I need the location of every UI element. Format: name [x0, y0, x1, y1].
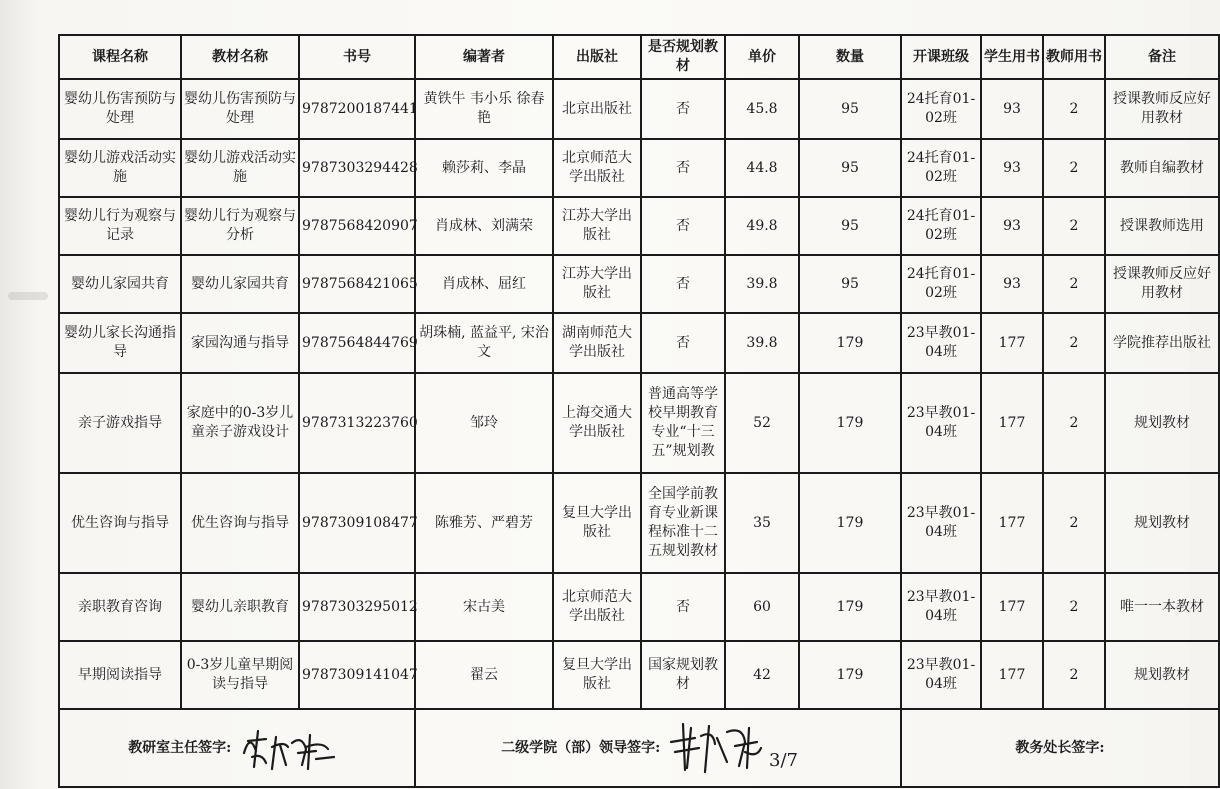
course-cell: 早期阅读指导: [59, 641, 181, 709]
teacher-copies-cell: 2: [1043, 139, 1105, 197]
publisher-cell: 复旦大学出版社: [553, 473, 641, 573]
student-copies-cell: 177: [981, 373, 1043, 473]
authors-cell: 陈雅芳、严碧芳: [415, 473, 553, 573]
planned-cell: 否: [641, 255, 725, 313]
class-cell: 24托育01-02班: [901, 197, 981, 255]
planned-cell: 否: [641, 139, 725, 197]
planned-cell: 全国学前教育专业新课程标准十二五规划教材: [641, 473, 725, 573]
planned-cell: 否: [641, 573, 725, 641]
teacher-copies-cell: 2: [1043, 255, 1105, 313]
textbook-cell: 家园沟通与指导: [181, 313, 299, 373]
teacher-copies-cell: 2: [1043, 313, 1105, 373]
publisher-cell: 湖南师范大学出版社: [553, 313, 641, 373]
course-cell: 婴幼儿游戏活动实施: [59, 139, 181, 197]
isbn-cell: 9787309141047: [299, 641, 415, 709]
textbook-cell: 婴幼儿亲职教育: [181, 573, 299, 641]
authors-cell: 肖成林、刘满荣: [415, 197, 553, 255]
publisher-cell: 江苏大学出版社: [553, 255, 641, 313]
college-signature-cell: [415, 709, 901, 787]
header-student-copies: 学生用书: [981, 35, 1043, 79]
header-row: [59, 35, 1219, 79]
header-price: 单价: [725, 35, 799, 79]
price-cell: 49.8: [725, 197, 799, 255]
textbook-cell: 婴幼儿家园共育: [181, 255, 299, 313]
price-cell: 44.8: [725, 139, 799, 197]
course-cell: 婴幼儿伤害预防与处理: [59, 79, 181, 139]
publisher-cell: 上海交通大学出版社: [553, 373, 641, 473]
college-handwritten-signature: [665, 718, 815, 778]
header-planned: 是否规划教材: [641, 35, 725, 79]
table-row: [59, 573, 1219, 641]
college-signature-date: 3/7: [768, 750, 798, 771]
planned-cell: 否: [641, 313, 725, 373]
remark-cell: 教师自编教材: [1105, 139, 1219, 197]
teacher-copies-cell: 2: [1043, 79, 1105, 139]
class-cell: 24托育01-02班: [901, 79, 981, 139]
course-cell: 婴幼儿家园共育: [59, 255, 181, 313]
header-teacher-copies: 教师用书: [1043, 35, 1105, 79]
isbn-cell: 9787303295012: [299, 573, 415, 641]
authors-cell: 肖成林、屈红: [415, 255, 553, 313]
textbook-cell: 优生咨询与指导: [181, 473, 299, 573]
textbook-cell: 婴幼儿伤害预防与处理: [181, 79, 299, 139]
student-copies-cell: 177: [981, 641, 1043, 709]
isbn-cell: 9787200187441: [299, 79, 415, 139]
isbn-cell: 9787309108477: [299, 473, 415, 573]
course-cell: 亲职教育咨询: [59, 573, 181, 641]
publisher-cell: 北京师范大学出版社: [553, 139, 641, 197]
quantity-cell: 95: [799, 79, 901, 139]
header-quantity: 数量: [799, 35, 901, 79]
table-row: [59, 641, 1219, 709]
quantity-cell: 179: [799, 313, 901, 373]
price-cell: 35: [725, 473, 799, 573]
student-copies-cell: 177: [981, 313, 1043, 373]
course-cell: 优生咨询与指导: [59, 473, 181, 573]
isbn-cell: 9787568420907: [299, 197, 415, 255]
table-row: [59, 373, 1219, 473]
planned-cell: 否: [641, 79, 725, 139]
authors-cell: 翟云: [415, 641, 553, 709]
director-signature-cell: [59, 709, 415, 787]
teacher-copies-cell: 2: [1043, 641, 1105, 709]
textbook-cell: 家庭中的0-3岁儿童亲子游戏设计: [181, 373, 299, 473]
publisher-cell: 北京出版社: [553, 79, 641, 139]
authors-cell: 宋古美: [415, 573, 553, 641]
authors-cell: 黄铁牛 韦小乐 徐春艳: [415, 79, 553, 139]
remark-cell: 规划教材: [1105, 641, 1219, 709]
isbn-cell: 9787313223760: [299, 373, 415, 473]
quantity-cell: 95: [799, 139, 901, 197]
scan-smudge: [8, 292, 48, 300]
student-copies-cell: 93: [981, 79, 1043, 139]
dean-signature-label: 教务处长签字:: [1015, 739, 1105, 756]
class-cell: 23早教01-04班: [901, 573, 981, 641]
textbook-table: [58, 34, 1220, 788]
class-cell: 24托育01-02班: [901, 139, 981, 197]
college-signature-label: 二级学院（部）领导签字:: [501, 740, 661, 756]
remark-cell: 授课教师选用: [1105, 197, 1219, 255]
quantity-cell: 179: [799, 373, 901, 473]
director-signature-label: 教研室主任签字:: [128, 740, 232, 756]
course-cell: 婴幼儿家长沟通指导: [59, 313, 181, 373]
planned-cell: 国家规划教材: [641, 641, 725, 709]
price-cell: 42: [725, 641, 799, 709]
quantity-cell: 95: [799, 255, 901, 313]
table-row: [59, 313, 1219, 373]
header-authors: 编著者: [415, 35, 553, 79]
teacher-copies-cell: 2: [1043, 573, 1105, 641]
price-cell: 52: [725, 373, 799, 473]
teacher-copies-cell: 2: [1043, 197, 1105, 255]
isbn-cell: 9787568421065: [299, 255, 415, 313]
teacher-copies-cell: 2: [1043, 373, 1105, 473]
table-row: [59, 139, 1219, 197]
publisher-cell: 江苏大学出版社: [553, 197, 641, 255]
header-publisher: 出版社: [553, 35, 641, 79]
remark-cell: 规划教材: [1105, 473, 1219, 573]
planned-cell: 普通高等学校早期教育专业“十三五”规划教: [641, 373, 725, 473]
class-cell: 23早教01-04班: [901, 641, 981, 709]
header-textbook: 教材名称: [181, 35, 299, 79]
header-class: 开课班级: [901, 35, 981, 79]
student-copies-cell: 93: [981, 197, 1043, 255]
header-course: 课程名称: [59, 35, 181, 79]
student-copies-cell: 177: [981, 573, 1043, 641]
teacher-copies-cell: 2: [1043, 473, 1105, 573]
isbn-cell: 9787564844769: [299, 313, 415, 373]
course-cell: 婴幼儿行为观察与记录: [59, 197, 181, 255]
textbook-cell: 婴幼儿游戏活动实施: [181, 139, 299, 197]
course-cell: 亲子游戏指导: [59, 373, 181, 473]
remark-cell: 唯一一本教材: [1105, 573, 1219, 641]
student-copies-cell: 177: [981, 473, 1043, 573]
textbook-cell: 0-3岁儿童早期阅读与指导: [181, 641, 299, 709]
quantity-cell: 179: [799, 473, 901, 573]
class-cell: 23早教01-04班: [901, 313, 981, 373]
student-copies-cell: 93: [981, 139, 1043, 197]
header-isbn: 书号: [299, 35, 415, 79]
remark-cell: 授课教师反应好用教材: [1105, 255, 1219, 313]
signature-row: [59, 709, 1219, 787]
class-cell: 23早教01-04班: [901, 473, 981, 573]
publisher-cell: 复旦大学出版社: [553, 641, 641, 709]
planned-cell: 否: [641, 197, 725, 255]
textbook-cell: 婴幼儿行为观察与分析: [181, 197, 299, 255]
price-cell: 60: [725, 573, 799, 641]
class-cell: 24托育01-02班: [901, 255, 981, 313]
authors-cell: 赖莎莉、李晶: [415, 139, 553, 197]
table-row: [59, 197, 1219, 255]
quantity-cell: 179: [799, 573, 901, 641]
table-row: [59, 473, 1219, 573]
dean-signature-cell: [901, 709, 1219, 787]
table-row: [59, 79, 1219, 139]
quantity-cell: 179: [799, 641, 901, 709]
authors-cell: 胡珠楠, 蓝益平, 宋治文: [415, 313, 553, 373]
isbn-cell: 9787303294428: [299, 139, 415, 197]
remark-cell: 授课教师反应好用教材: [1105, 79, 1219, 139]
authors-cell: 邹玲: [415, 373, 553, 473]
director-handwritten-signature: [236, 723, 346, 773]
table-row: [59, 255, 1219, 313]
price-cell: 39.8: [725, 255, 799, 313]
class-cell: 23早教01-04班: [901, 373, 981, 473]
header-remark: 备注: [1105, 35, 1219, 79]
student-copies-cell: 93: [981, 255, 1043, 313]
publisher-cell: 北京师范大学出版社: [553, 573, 641, 641]
remark-cell: 学院推荐出版社: [1105, 313, 1219, 373]
price-cell: 39.8: [725, 313, 799, 373]
quantity-cell: 95: [799, 197, 901, 255]
remark-cell: 规划教材: [1105, 373, 1219, 473]
price-cell: 45.8: [725, 79, 799, 139]
